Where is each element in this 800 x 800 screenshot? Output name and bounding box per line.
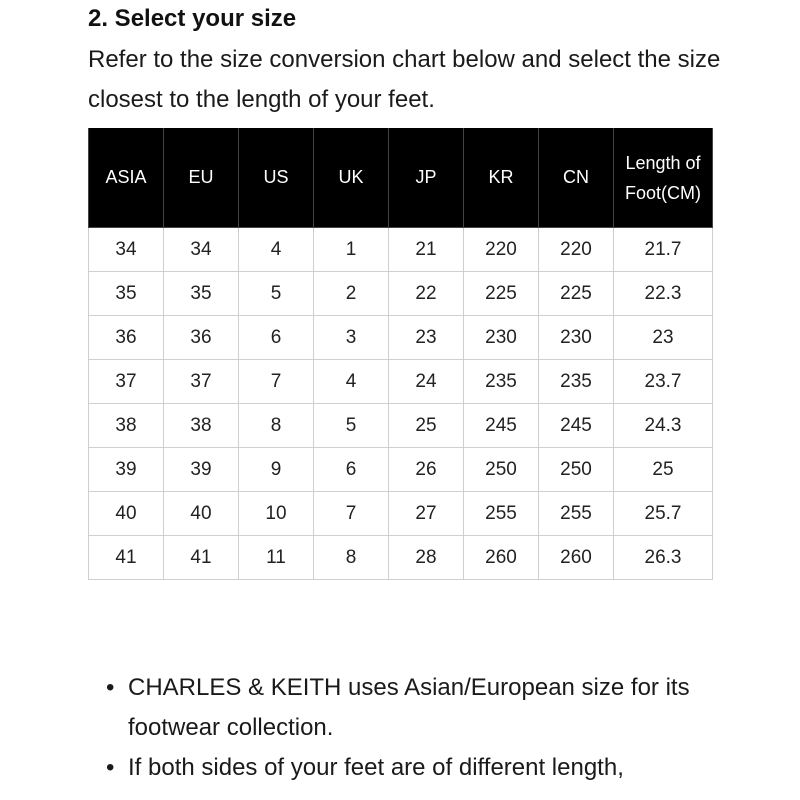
table-cell: 26.3: [614, 536, 713, 580]
table-cell: 4: [314, 360, 389, 404]
table-cell: 235: [539, 360, 614, 404]
table-cell: 36: [89, 316, 164, 360]
table-cell: 6: [314, 448, 389, 492]
table-cell: 250: [464, 448, 539, 492]
table-cell: 5: [239, 272, 314, 316]
size-conversion-table: [88, 128, 713, 580]
table-cell: 5: [314, 404, 389, 448]
table-cell: 38: [89, 404, 164, 448]
table-cell: 40: [89, 492, 164, 536]
table-row: [89, 228, 713, 272]
header-us: US: [239, 128, 314, 228]
table-cell: 250: [539, 448, 614, 492]
table-cell: 2: [314, 272, 389, 316]
table-cell: 34: [164, 228, 239, 272]
table-cell: 9: [239, 448, 314, 492]
table-row: [89, 492, 713, 536]
intro-text: Refer to the size conversion chart below and select the size closest to the length of your feet.: [88, 46, 721, 113]
notes-list: [106, 668, 726, 788]
table-cell: 23: [389, 316, 464, 360]
table-cell: 230: [464, 316, 539, 360]
table-cell: 26: [389, 448, 464, 492]
table-cell: 39: [164, 448, 239, 492]
table-cell: 24: [389, 360, 464, 404]
table-header-row: [89, 128, 713, 228]
note-item: [106, 668, 726, 748]
table-cell: 4: [239, 228, 314, 272]
table-row: [89, 448, 713, 492]
table-body: [89, 228, 713, 580]
header-jp: JP: [389, 128, 464, 228]
table-cell: 23.7: [614, 360, 713, 404]
table-cell: 7: [314, 492, 389, 536]
table-cell: 220: [539, 228, 614, 272]
table-cell: 245: [464, 404, 539, 448]
table-row: [89, 316, 713, 360]
table-cell: 41: [89, 536, 164, 580]
table-cell: 10: [239, 492, 314, 536]
header-kr: KR: [464, 128, 539, 228]
table-cell: 40: [164, 492, 239, 536]
bullet-icon: •: [106, 754, 115, 781]
bullet-icon: •: [106, 674, 115, 701]
table-cell: 21: [389, 228, 464, 272]
table-row: [89, 404, 713, 448]
table-cell: 3: [314, 316, 389, 360]
table-row: [89, 272, 713, 316]
table-cell: 34: [89, 228, 164, 272]
table-row: [89, 536, 713, 580]
table-cell: 25.7: [614, 492, 713, 536]
header-cn: CN: [539, 128, 614, 228]
table-cell: 225: [464, 272, 539, 316]
table-cell: 25: [389, 404, 464, 448]
table-cell: 41: [164, 536, 239, 580]
table-cell: 1: [314, 228, 389, 272]
note-text: If both sides of your feet are of different length,: [128, 754, 624, 781]
table-cell: 39: [89, 448, 164, 492]
table-cell: 21.7: [614, 228, 713, 272]
table-cell: 11: [239, 536, 314, 580]
table-cell: 230: [539, 316, 614, 360]
table-cell: 37: [89, 360, 164, 404]
table-cell: 22.3: [614, 272, 713, 316]
table-cell: 24.3: [614, 404, 713, 448]
table-cell: 36: [164, 316, 239, 360]
table-cell: 255: [464, 492, 539, 536]
table-cell: 260: [464, 536, 539, 580]
table-cell: 235: [464, 360, 539, 404]
note-text: CHARLES & KEITH uses Asian/European size for its footwear collection.: [128, 674, 690, 741]
header-uk: UK: [314, 128, 389, 228]
table-cell: 8: [314, 536, 389, 580]
table-cell: 6: [239, 316, 314, 360]
table-cell: 220: [464, 228, 539, 272]
table-cell: 7: [239, 360, 314, 404]
table-cell: 38: [164, 404, 239, 448]
header-foot-length-line2: Foot(CM): [625, 182, 701, 203]
table-cell: 245: [539, 404, 614, 448]
table-cell: 27: [389, 492, 464, 536]
header-asia: ASIA: [89, 128, 164, 228]
header-foot-length-line1: Length of: [625, 152, 701, 173]
table-cell: 255: [539, 492, 614, 536]
note-item: [106, 748, 726, 788]
table-cell: 28: [389, 536, 464, 580]
table-cell: 37: [164, 360, 239, 404]
table-cell: 35: [164, 272, 239, 316]
table-cell: 225: [539, 272, 614, 316]
table-cell: 22: [389, 272, 464, 316]
table-cell: 8: [239, 404, 314, 448]
table-cell: 35: [89, 272, 164, 316]
header-foot-length: [614, 128, 713, 228]
table-row: [89, 360, 713, 404]
table-cell: 25: [614, 448, 713, 492]
section-title: 2. Select your size: [88, 5, 297, 32]
table-cell: 260: [539, 536, 614, 580]
table-cell: 23: [614, 316, 713, 360]
header-eu: EU: [164, 128, 239, 228]
